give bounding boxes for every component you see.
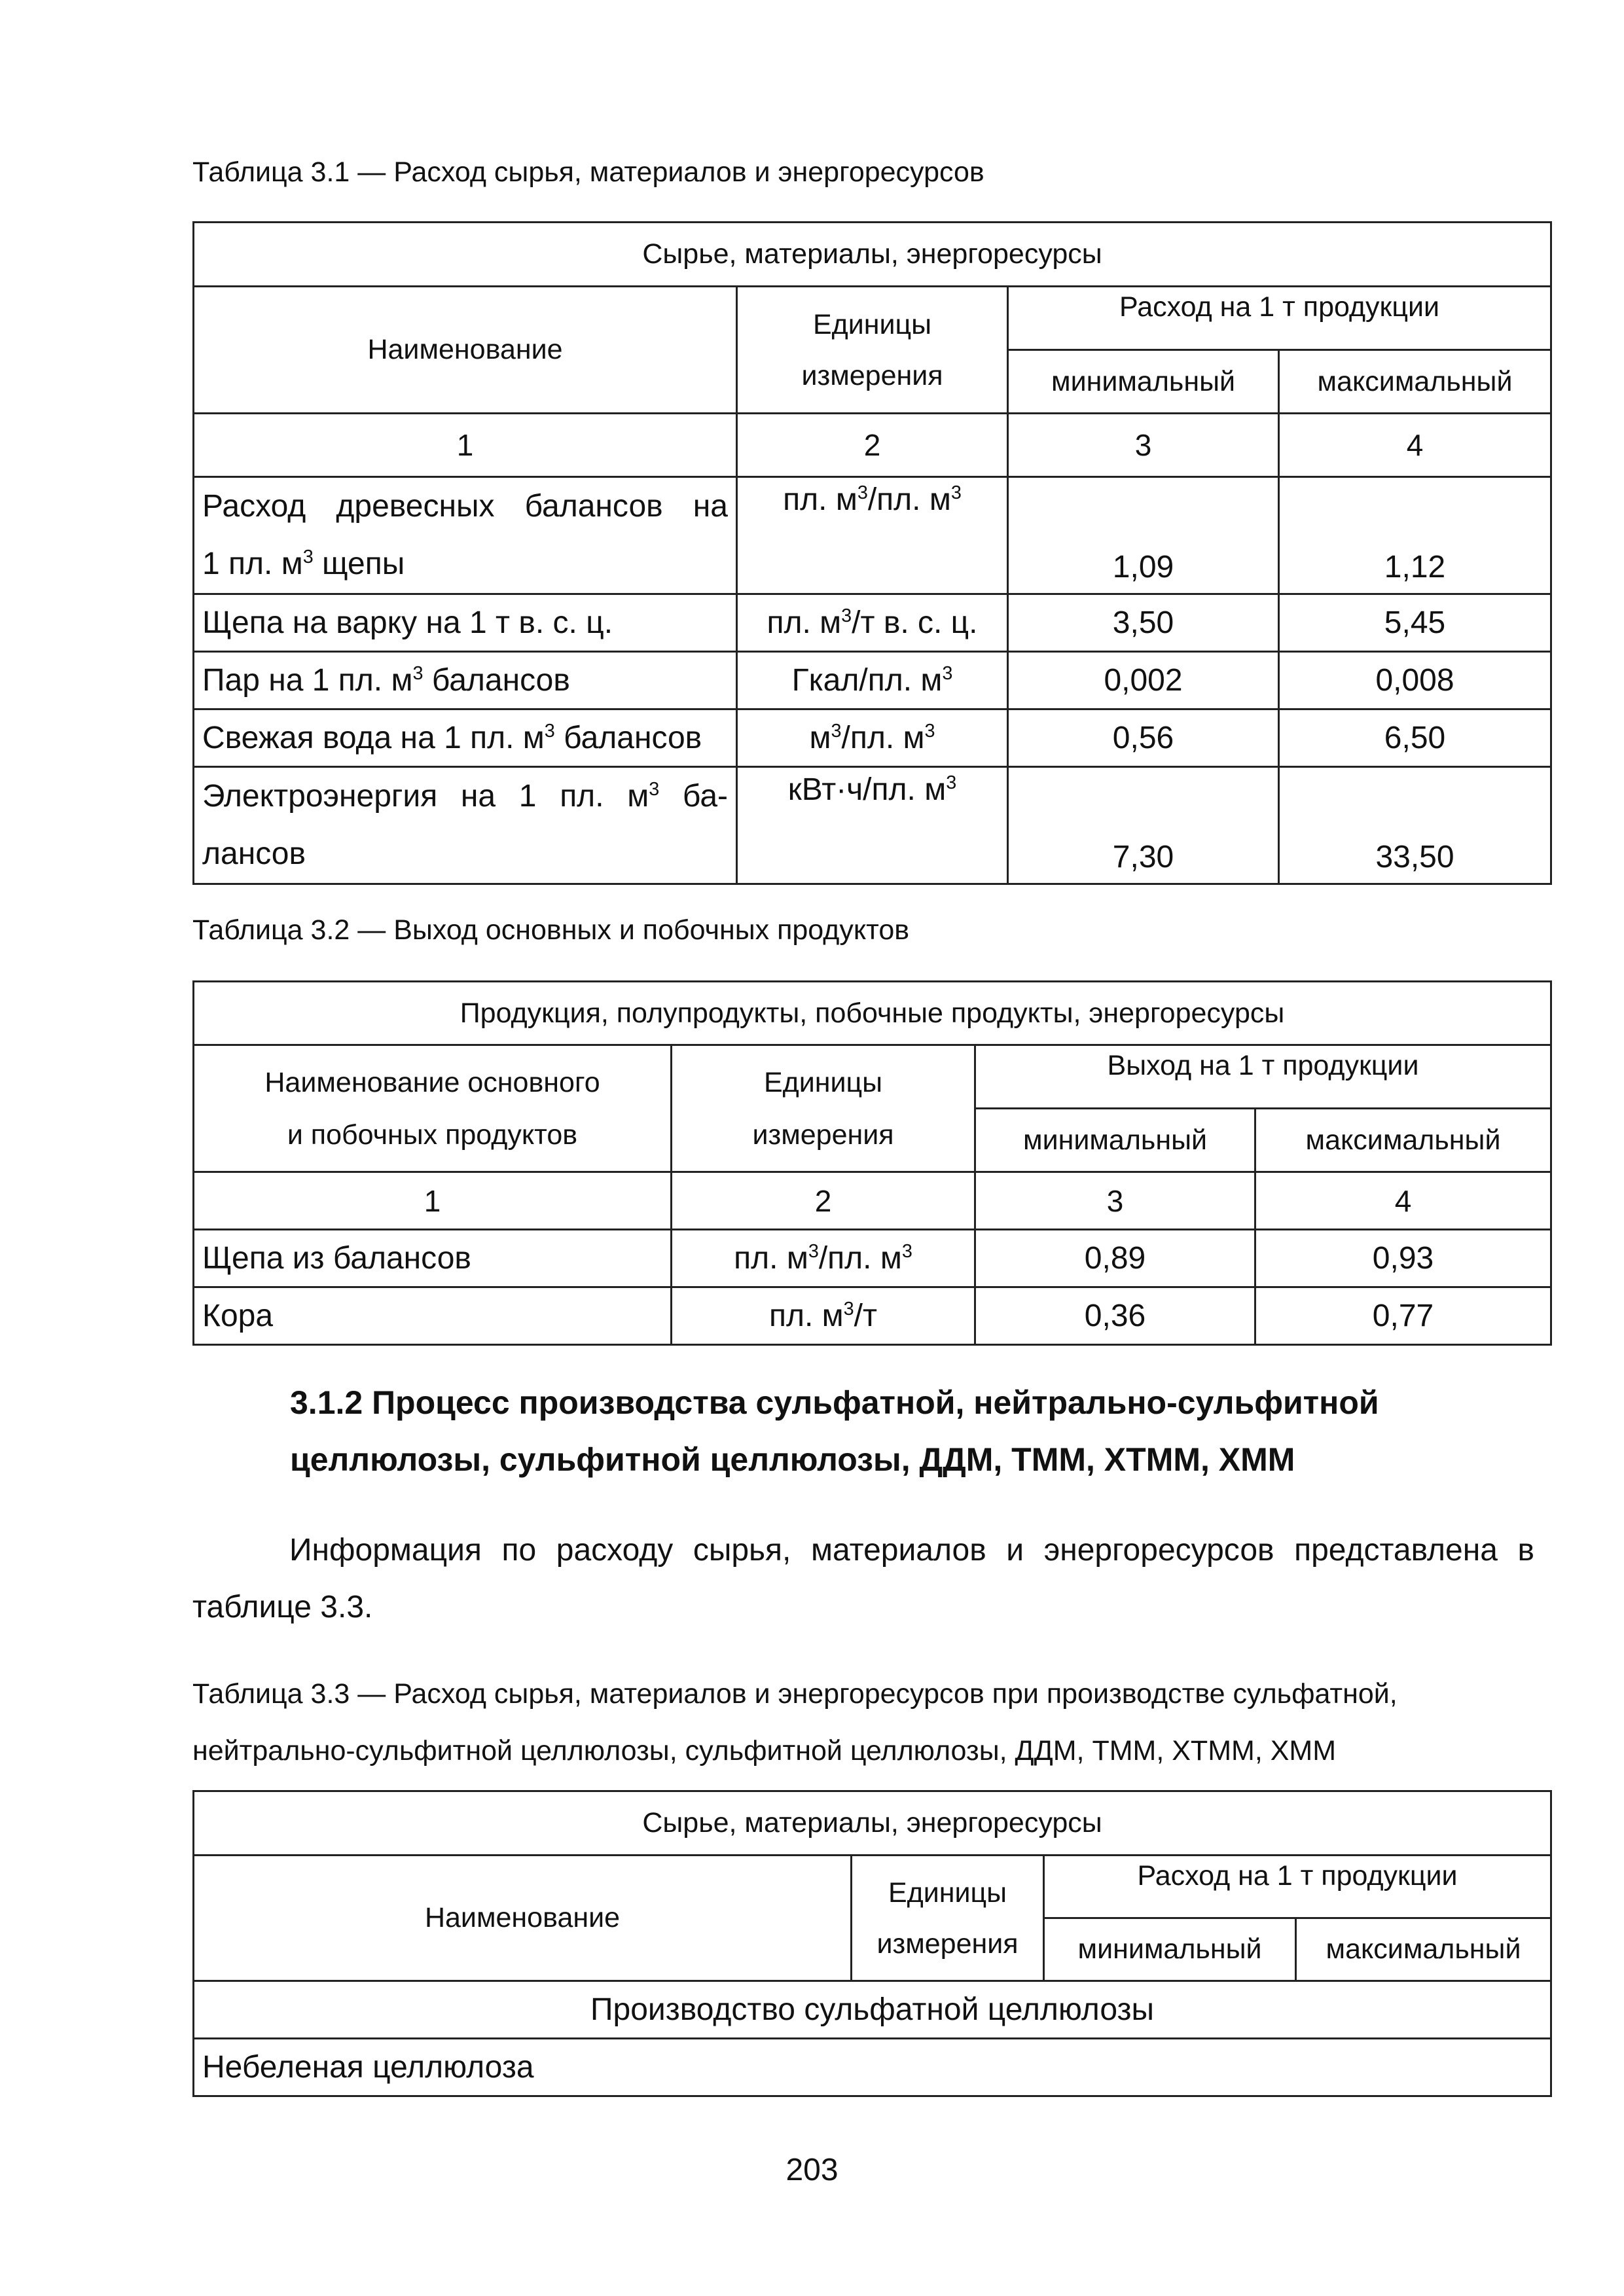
unit-text: м	[809, 721, 831, 755]
superscript: 3	[950, 482, 962, 503]
table-3-2-col-rate: Выход на 1 т продукции	[975, 1045, 1551, 1109]
table-3-1-col-unit-line1: Единицы	[812, 308, 932, 340]
table-3-2-col-min: минимальный	[975, 1109, 1255, 1172]
unit-text: /пл. м	[841, 721, 925, 755]
table-3-2-colnum-1: 1	[194, 1172, 672, 1230]
table-3-3-col-unit-line1: Единицы	[888, 1876, 1007, 1909]
table-3-3-col-name: Наименование	[194, 1856, 852, 1981]
row-name	[194, 652, 737, 709]
table-row	[194, 477, 1551, 594]
row-name: Щепа на варку на 1 т в. с. ц.	[194, 594, 737, 652]
superscript: 3	[831, 721, 842, 742]
row-unit	[737, 709, 1008, 767]
table-3-2-colnum-2: 2	[672, 1172, 975, 1230]
table-3-2-col-unit	[672, 1045, 975, 1172]
superscript: 3	[544, 721, 555, 742]
row-max: 5,45	[1279, 594, 1551, 652]
row-name-tail: балансов	[554, 721, 702, 755]
table-3-2-colnum-3: 3	[975, 1172, 1255, 1230]
row-unit	[737, 652, 1008, 709]
superscript: 3	[649, 779, 660, 800]
table-3-1-col-rate: Расход на 1 т продукции	[1008, 287, 1551, 350]
table-3-1-group-header: Сырье, материалы, энергоресурсы	[194, 223, 1551, 287]
table-3-3-caption-line2: нейтрально-сульфитной целлюлозы, сульфитной целлюлозы, ДДМ, ТММ, ХТММ, ХММ	[192, 1735, 1337, 1767]
superscript: 3	[946, 772, 957, 793]
superscript: 3	[412, 663, 424, 684]
table-3-1-colnum-2: 2	[737, 414, 1008, 477]
row-name	[194, 709, 737, 767]
row-max: 0,77	[1255, 1287, 1551, 1345]
row-max: 0,008	[1279, 652, 1551, 709]
row-name-line2: лансов	[202, 836, 306, 871]
table-3-1-caption: Таблица 3.1 — Расход сырья, материалов и энергоресурсов	[192, 156, 984, 188]
table-3-3-col-min: минимальный	[1044, 1918, 1296, 1981]
table-3-3-col-max: максимальный	[1296, 1918, 1551, 1981]
table-row	[194, 1230, 1551, 1287]
row-name-text: Пар на 1 пл. м	[202, 663, 413, 698]
row-unit	[737, 477, 1008, 594]
unit-text: /т в. с. ц.	[852, 605, 978, 640]
superscript: 3	[942, 663, 953, 684]
unit-text: /пл. м	[818, 1241, 902, 1276]
superscript: 3	[924, 721, 935, 742]
table-row	[194, 594, 1551, 652]
table-3-3-subsection-row: Небеленая целлюлоза	[194, 2039, 1551, 2096]
table-3-2-col-unit-line2: измерения	[752, 1119, 894, 1151]
row-name-line1: Расход древесных балансов на	[202, 489, 728, 524]
row-name: Кора	[194, 1287, 672, 1345]
table-3-2-col-unit-line1: Единицы	[763, 1066, 883, 1098]
body-paragraph	[192, 1522, 1534, 1636]
body-paragraph-line1: Информация по расходу сырья, материалов и энергоресурсов представлена в	[289, 1533, 1534, 1568]
superscript: 3	[843, 1299, 854, 1319]
superscript: 3	[901, 1241, 912, 1262]
table-3-1-col-min: минимальный	[1008, 350, 1279, 414]
table-3-1-col-max: максимальный	[1279, 350, 1551, 414]
table-3-2-group-header: Продукция, полупродукты, побочные продукты, энергоресурсы	[194, 982, 1551, 1045]
row-unit	[737, 767, 1008, 884]
table-3-2	[192, 980, 1552, 1346]
table-3-1-colnum-3: 3	[1008, 414, 1279, 477]
row-name-tail: балансов	[423, 663, 570, 698]
row-name-tail: щепы	[313, 547, 405, 581]
table-3-1-colnum-1: 1	[194, 414, 737, 477]
row-max: 6,50	[1279, 709, 1551, 767]
table-row	[194, 1287, 1551, 1345]
row-min: 1,09	[1008, 477, 1279, 594]
superscript: 3	[808, 1241, 819, 1262]
unit-text: Гкал/пл. м	[791, 663, 943, 698]
table-3-2-col-name-line1: Наименование основного	[264, 1066, 600, 1098]
table-3-3-caption	[192, 1666, 1554, 1780]
row-min: 0,36	[975, 1287, 1255, 1345]
table-3-1-col-unit	[737, 287, 1008, 414]
table-3-3-section-row: Производство сульфатной целлюлозы	[194, 1981, 1551, 2039]
table-3-2-col-name-line2: и побочных продуктов	[287, 1119, 578, 1151]
table-row	[194, 767, 1551, 884]
table-3-3-group-header: Сырье, материалы, энергоресурсы	[194, 1791, 1551, 1856]
row-min: 0,002	[1008, 652, 1279, 709]
table-3-1-col-unit-line2: измерения	[801, 359, 943, 391]
table-3-3-col-rate: Расход на 1 т продукции	[1044, 1856, 1551, 1918]
row-name-text: Электроэнергия на 1 пл. м	[202, 779, 649, 814]
unit-text: /т	[854, 1299, 877, 1333]
row-min: 3,50	[1008, 594, 1279, 652]
row-name-text: 1 пл. м	[202, 547, 303, 581]
body-paragraph-line2: таблице 3.3.	[192, 1590, 373, 1624]
section-heading-line2: целлюлозы, сульфитной целлюлозы, ДДМ, ТММ, ХТММ, ХММ	[290, 1441, 1295, 1478]
unit-text: пл. м	[767, 605, 842, 640]
row-min: 7,30	[1008, 767, 1279, 884]
row-min: 0,56	[1008, 709, 1279, 767]
unit-text: пл. м	[734, 1241, 808, 1276]
unit-text: пл. м	[768, 1299, 844, 1333]
row-max: 0,93	[1255, 1230, 1551, 1287]
section-heading	[290, 1374, 1403, 1488]
table-3-2-col-max: максимальный	[1255, 1109, 1551, 1172]
page-number: 203	[785, 2153, 839, 2187]
section-heading-line1: 3.1.2 Процесс производства сульфатной, нейтрально-сульфитной	[290, 1384, 1379, 1421]
unit-text: /пл. м	[867, 482, 951, 517]
table-3-3-col-unit	[852, 1856, 1044, 1981]
superscript: 3	[302, 547, 314, 567]
row-max: 33,50	[1279, 767, 1551, 884]
row-unit	[737, 594, 1008, 652]
table-3-1-colnum-4: 4	[1279, 414, 1551, 477]
row-unit	[672, 1287, 975, 1345]
row-name-tail: ба-	[659, 779, 728, 814]
row-name	[194, 477, 737, 594]
table-row	[194, 652, 1551, 709]
table-3-2-colnum-4: 4	[1255, 1172, 1551, 1230]
unit-text: пл. м	[783, 482, 857, 517]
row-name-line1	[202, 768, 728, 825]
row-name-text: Свежая вода на 1 пл. м	[202, 721, 545, 755]
table-3-3-col-unit-line2: измерения	[876, 1928, 1019, 1960]
table-3-2-col-name	[194, 1045, 672, 1172]
row-unit	[672, 1230, 975, 1287]
superscript: 3	[857, 482, 868, 503]
table-3-3-caption-line1: Таблица 3.3 — Расход сырья, материалов и энергоресурсов при производстве сульфатной,	[192, 1678, 1398, 1710]
superscript: 3	[841, 605, 852, 626]
row-name	[194, 767, 737, 884]
row-name: Щепа из балансов	[194, 1230, 672, 1287]
table-row	[194, 709, 1551, 767]
row-max: 1,12	[1279, 477, 1551, 594]
table-3-1-col-name: Наименование	[194, 287, 737, 414]
unit-text: кВт·ч/пл. м	[787, 772, 947, 807]
table-3-1	[192, 221, 1552, 885]
row-min: 0,89	[975, 1230, 1255, 1287]
row-name-line2	[202, 535, 728, 593]
table-3-3	[192, 1790, 1552, 2097]
table-3-2-caption: Таблица 3.2 — Выход основных и побочных продуктов	[192, 914, 910, 946]
